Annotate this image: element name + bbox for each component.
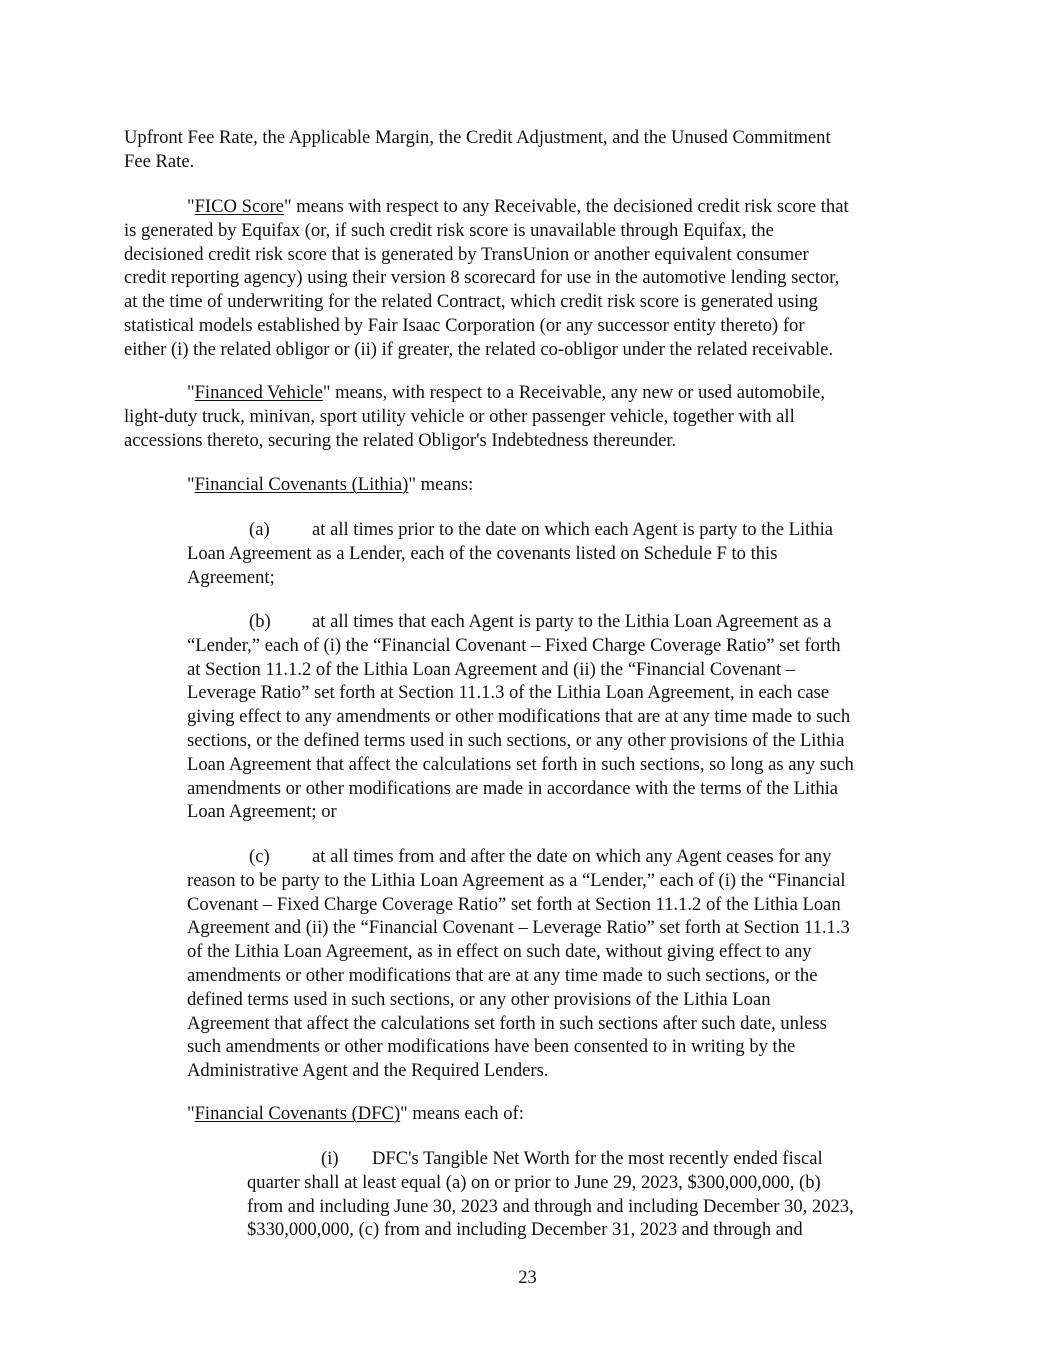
text-line: Covenant – Fixed Charge Coverage Ratio” set forth at Section 11.1.2 of the Lithia Loan <box>187 893 841 915</box>
definition-fico-score <box>124 195 849 362</box>
text-line: Agreement and (ii) the “Financial Covenant – Leverage Ratio” set forth at Section 11.1.3 <box>187 917 850 939</box>
text-line: either (i) the related obligor or (ii) if greater, the related co-obligor under the related receivable. <box>124 338 834 360</box>
text-line: amendments or other modifications that are at any time made to such sections, or the <box>187 964 818 986</box>
text-line: reason to be party to the Lithia Loan Agreement as a “Lender,” each of (i) the “Financial <box>187 869 846 891</box>
text-line: such amendments or other modifications have been consented to in writing by the <box>187 1036 796 1058</box>
defined-term: Financial Covenants (DFC) <box>194 1103 401 1124</box>
clause-label: (a) <box>249 519 270 540</box>
clause-first-line: (a) at all times prior to the date on which each Agent is party to the Lithia <box>249 519 833 540</box>
text-line: statistical models established by Fair Isaac Corporation (or any successor entity thereto) for <box>124 314 805 336</box>
text-line: Loan Agreement that affect the calculations set forth in such sections, so long as any such <box>187 753 854 775</box>
text-line: decisioned credit risk score that is generated by TransUnion or another equivalent consumer <box>124 243 809 265</box>
clause-b <box>187 610 854 824</box>
text-line: sections, or the defined terms used in such sections, or any other provisions of the Lithia <box>187 729 845 751</box>
text-line: from and including June 30, 2023 and through and including December 30, 2023, <box>247 1195 854 1217</box>
clause-label: (c) <box>249 846 270 867</box>
clause-label: (b) <box>249 611 271 632</box>
clause-first-line: (b) at all times that each Agent is party to the Lithia Loan Agreement as a <box>249 611 832 632</box>
clause-first-line: (c) at all times from and after the date on which any Agent ceases for any <box>249 846 832 867</box>
text-line: at the time of underwriting for the related Contract, which credit risk score is generated using <box>124 291 818 313</box>
defined-term: Financed Vehicle <box>194 382 323 403</box>
text-line: amendments or other modifications are made in accordance with the terms of the Lithia <box>187 777 839 799</box>
text-line: “Lender,” each of (i) the “Financial Covenant – Fixed Charge Coverage Ratio” set forth <box>187 634 841 656</box>
clause-i <box>247 1147 854 1242</box>
text-line: $330,000,000, (c) from and including December 31, 2023 and through and <box>247 1219 803 1241</box>
text-line: Administrative Agent and the Required Lenders. <box>187 1060 549 1082</box>
definition-first-line: "Financed Vehicle" means, with respect to a Receivable, any new or used automobile, <box>187 382 826 403</box>
definition-financial-covenants-lithia <box>187 473 473 497</box>
clause-a <box>187 518 833 589</box>
text-line: light-duty truck, minivan, sport utility vehicle or other passenger vehicle, together with all <box>124 405 795 427</box>
definition-first-line: "Financial Covenants (Lithia)" means: <box>187 474 474 495</box>
defined-term: Financial Covenants (Lithia) <box>194 474 409 495</box>
definition-financed-vehicle <box>124 381 825 452</box>
text-line: credit reporting agency) using their version 8 scorecard for use in the automotive lending sector, <box>124 267 840 289</box>
text-line: is generated by Equifax (or, if such credit risk score is unavailable through Equifax, the <box>124 219 774 241</box>
text-line: defined terms used in such sections, or any other provisions of the Lithia Loan <box>187 988 771 1010</box>
text-line: Loan Agreement; or <box>187 801 337 823</box>
definition-first-line: "Financial Covenants (DFC)" means each of: <box>187 1103 524 1124</box>
clause-label: (i) <box>321 1148 339 1169</box>
text-line: at Section 11.1.2 of the Lithia Loan Agreement and (ii) the “Financial Covenant – <box>187 658 796 680</box>
text-line: Agreement; <box>187 566 275 588</box>
text-line: of the Lithia Loan Agreement, as in effect on such date, without giving effect to any <box>187 941 812 963</box>
text-line: Upfront Fee Rate, the Applicable Margin, the Credit Adjustment, and the Unused Commitment <box>124 127 831 148</box>
text-line: Agreement that affect the calculations set forth in such sections after such date, unless <box>187 1012 827 1034</box>
text-line: Fee Rate. <box>124 150 195 172</box>
clause-c <box>187 845 850 1083</box>
text-line: Leverage Ratio” set forth at Section 11.1.3 of the Lithia Loan Agreement, in each case <box>187 682 830 704</box>
page-number: 23 <box>518 1267 537 1288</box>
clause-first-line: (i) DFC's Tangible Net Worth for the most recently ended fiscal <box>321 1148 823 1169</box>
definition-first-line: "FICO Score" means with respect to any Receivable, the decisioned credit risk score that <box>187 196 849 217</box>
intro-paragraph <box>124 126 831 174</box>
defined-term: FICO Score <box>194 196 284 217</box>
text-line: giving effect to any amendments or other modifications that are at any time made to such <box>187 706 851 728</box>
definition-financial-covenants-dfc <box>187 1102 524 1126</box>
text-line: accessions thereto, securing the related Obligor's Indebtedness thereunder. <box>124 429 677 451</box>
text-line: Loan Agreement as a Lender, each of the covenants listed on Schedule F to this <box>187 542 778 564</box>
text-line: quarter shall at least equal (a) on or prior to June 29, 2023, $300,000,000, (b) <box>247 1171 821 1193</box>
